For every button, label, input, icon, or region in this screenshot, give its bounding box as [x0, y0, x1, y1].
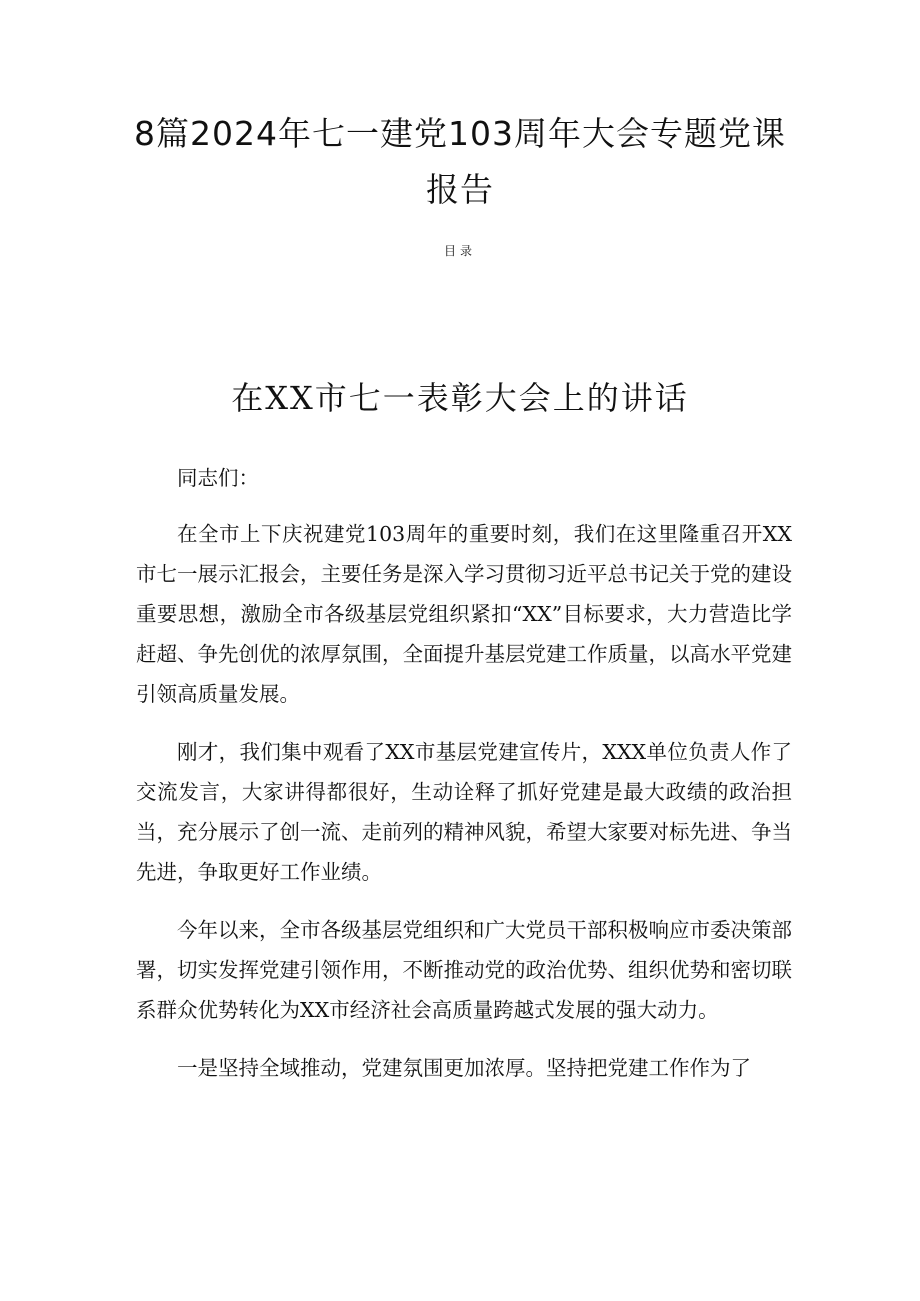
- paragraph-1: 在全市上下庆祝建党103周年的重要时刻，我们在这里隆重召开XX市七一展示汇报会，主要任务是深入学习贯彻习近平总书记关于党的建设重要思想，激励全市各级基层党组织紧扣“XX”目标要求，大力营造比学赶超、争先创优的浓厚氛围，全面提升基层党建工作质量，以高水平党建引领高质量发展。: [136, 522, 792, 706]
- paragraph-2: 刚才，我们集中观看了XX市基层党建宣传片，XXX单位负责人作了交流发言，大家讲得都很好，生动诠释了抓好党建是最大政绩的政治担当，充分展示了创一流、走前列的精神风貌，希望大家要对标先进、争当先进，争取更好工作业绩。: [136, 740, 792, 884]
- paragraph-3: 今年以来，全市各级基层党组织和广大党员干部积极响应市委决策部署，切实发挥党建引领作用，不断推动党的政治优势、组织优势和密切联系群众优势转化为XX市经济社会高质量跨越式发展的强大动力。: [136, 918, 792, 1022]
- document-title: 8篇2024年七一建党103周年大会专题党课报告: [134, 114, 786, 209]
- speech-title: 在XX市七一表彰大会上的讲话: [231, 379, 689, 417]
- toc-label: 目录: [443, 244, 476, 258]
- greeting: 同志们：: [177, 466, 259, 490]
- paragraph-4: 一是坚持全域推动，党建氛围更加浓厚。坚持把党建工作作为了: [177, 1056, 751, 1080]
- speech-body: [136, 458, 792, 1106]
